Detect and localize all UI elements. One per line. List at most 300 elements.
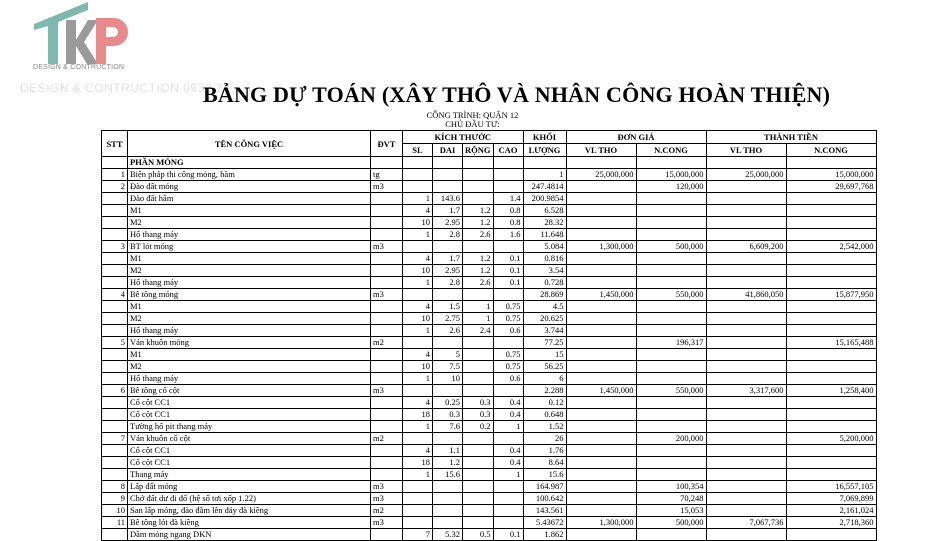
- cell-volume: 1.76: [523, 445, 566, 457]
- cell-volume: 164.987: [523, 481, 566, 493]
- cell-unit: m2: [371, 433, 403, 445]
- cell-sl: 1: [403, 325, 433, 337]
- cell-price-material: [566, 253, 636, 265]
- cell-volume: 1.52: [523, 421, 566, 433]
- cell-amount-material: [706, 265, 786, 277]
- cell-rong: 0.5: [463, 529, 494, 541]
- cell-amount-labor: [786, 349, 876, 361]
- cell-rong: [463, 337, 494, 349]
- table-row: [102, 265, 877, 277]
- cell-amount-material: [706, 157, 786, 169]
- cell-volume: 4.5: [523, 301, 566, 313]
- cell-rong: 1.2: [463, 217, 494, 229]
- cell-rong: 0.3: [463, 397, 494, 409]
- cell-amount-material: [706, 325, 786, 337]
- cell-rong: 1.2: [463, 253, 494, 265]
- cell-unit: m3: [371, 493, 403, 505]
- cell-dai: 7.6: [433, 421, 463, 433]
- cell-price-labor: 100,354: [636, 481, 706, 493]
- cell-price-material: [566, 229, 636, 241]
- cell-name: PHẦN MÓNG: [128, 157, 371, 169]
- cell-amount-labor: 2,161,024: [786, 505, 876, 517]
- cell-sl: 4: [403, 253, 433, 265]
- table-row: [102, 313, 877, 325]
- cell-dai: 0.25: [433, 397, 463, 409]
- cell-unit: [371, 457, 403, 469]
- cell-amount-labor: 2,542,000: [786, 241, 876, 253]
- cell-name: Hố thang máy: [128, 229, 371, 241]
- cell-price-material: [566, 373, 636, 385]
- cell-rong: 2.6: [463, 229, 494, 241]
- cell-stt: [102, 313, 128, 325]
- cell-rong: [463, 373, 494, 385]
- cell-cao: [493, 181, 523, 193]
- cell-dai: [433, 517, 463, 529]
- cell-stt: [102, 253, 128, 265]
- cell-amount-labor: [786, 217, 876, 229]
- cell-price-labor: 120,000: [636, 181, 706, 193]
- cell-stt: 2: [102, 181, 128, 193]
- cell-amount-material: [706, 349, 786, 361]
- cell-name: Cổ cột CC1: [128, 397, 371, 409]
- cell-name: Biện pháp thi công móng, hầm: [128, 169, 371, 181]
- cell-unit: [371, 157, 403, 169]
- cell-volume: 1.862: [523, 529, 566, 541]
- cell-rong: [463, 481, 494, 493]
- cell-volume: 2.288: [523, 385, 566, 397]
- cell-amount-material: 25,000,000: [706, 169, 786, 181]
- cell-rong: 1: [463, 301, 494, 313]
- cell-price-labor: 15,000,000: [636, 169, 706, 181]
- table-row: [102, 469, 877, 481]
- cell-price-material: [566, 181, 636, 193]
- cell-sl: 7: [403, 529, 433, 541]
- cell-rong: 2.6: [463, 277, 494, 289]
- cell-name: Tường hố pit thang máy: [128, 421, 371, 433]
- cell-price-material: [566, 313, 636, 325]
- cell-price-labor: [636, 325, 706, 337]
- cell-stt: [102, 277, 128, 289]
- cell-name: Cổ cột CC1: [128, 445, 371, 457]
- cell-rong: 0.2: [463, 421, 494, 433]
- cell-unit: [371, 205, 403, 217]
- cell-unit: [371, 409, 403, 421]
- cell-cao: [493, 385, 523, 397]
- cell-amount-labor: 5,200,000: [786, 433, 876, 445]
- cell-stt: [102, 397, 128, 409]
- cell-name: M2: [128, 313, 371, 325]
- cell-stt: [102, 457, 128, 469]
- cell-price-labor: [636, 409, 706, 421]
- cell-amount-material: [706, 277, 786, 289]
- cell-dai: 15.6: [433, 469, 463, 481]
- cell-amount-material: [706, 253, 786, 265]
- cell-amount-labor: [786, 469, 876, 481]
- cell-price-material: [566, 469, 636, 481]
- cell-rong: [463, 157, 494, 169]
- cell-rong: [463, 241, 494, 253]
- table-row: [102, 361, 877, 373]
- table-row: [102, 277, 877, 289]
- cell-cao: [493, 157, 523, 169]
- cell-name: San lấp móng, đào đầm lên đáy đà kiềng: [128, 505, 371, 517]
- cell-sl: [403, 493, 433, 505]
- cell-name: Đào đất hầm: [128, 193, 371, 205]
- cell-sl: [403, 433, 433, 445]
- cell-rong: [463, 361, 494, 373]
- cell-amount-labor: [786, 253, 876, 265]
- cell-amount-material: [706, 301, 786, 313]
- cell-sl: [403, 505, 433, 517]
- cell-amount-labor: 15,877,950: [786, 289, 876, 301]
- header-dimensions: KÍCH THƯỚC: [403, 131, 524, 144]
- cell-amount-material: [706, 193, 786, 205]
- cell-price-labor: 500,000: [636, 517, 706, 529]
- cell-unit: m3: [371, 385, 403, 397]
- cell-amount-labor: [786, 313, 876, 325]
- cell-amount-material: [706, 409, 786, 421]
- header-cao: CAO: [493, 144, 523, 157]
- cell-sl: 4: [403, 205, 433, 217]
- cell-price-labor: 196,317: [636, 337, 706, 349]
- cell-cao: 0.8: [493, 205, 523, 217]
- cell-amount-material: [706, 433, 786, 445]
- cell-name: Dầm móng ngang DKN: [128, 529, 371, 541]
- header-price-labor: N.CONG: [636, 144, 706, 157]
- cell-volume: 143.561: [523, 505, 566, 517]
- table-row: [102, 421, 877, 433]
- cell-amount-labor: [786, 457, 876, 469]
- cell-amount-labor: [786, 445, 876, 457]
- header-stt: STT: [102, 131, 128, 157]
- cell-price-labor: 550,000: [636, 289, 706, 301]
- cell-price-material: [566, 325, 636, 337]
- cell-volume: [523, 157, 566, 169]
- cell-amount-material: [706, 529, 786, 541]
- cell-dai: [433, 241, 463, 253]
- cell-amount-labor: [786, 157, 876, 169]
- cell-cao: [493, 505, 523, 517]
- table-row: [102, 493, 877, 505]
- table-row: [102, 181, 877, 193]
- cell-unit: [371, 313, 403, 325]
- table-row: [102, 433, 877, 445]
- cell-sl: 1: [403, 193, 433, 205]
- cell-stt: [102, 193, 128, 205]
- cell-dai: 2.75: [433, 313, 463, 325]
- cell-stt: 9: [102, 493, 128, 505]
- cell-price-material: [566, 529, 636, 541]
- cell-amount-labor: [786, 397, 876, 409]
- cell-name: M2: [128, 361, 371, 373]
- cell-price-material: [566, 505, 636, 517]
- cell-price-labor: 200,000: [636, 433, 706, 445]
- header-volume-1: KHỐI: [523, 131, 566, 144]
- cell-price-labor: [636, 349, 706, 361]
- table-row: [102, 529, 877, 541]
- header-amount: THÀNH TIỀN: [706, 131, 876, 144]
- cell-amount-labor: [786, 277, 876, 289]
- cell-volume: 6: [523, 373, 566, 385]
- cell-amount-material: [706, 505, 786, 517]
- cell-cao: 0.1: [493, 253, 523, 265]
- cell-amount-labor: 15,165,488: [786, 337, 876, 349]
- cell-volume: 11.648: [523, 229, 566, 241]
- cell-dai: 5.32: [433, 529, 463, 541]
- cell-name: M1: [128, 349, 371, 361]
- cell-cao: 1.6: [493, 229, 523, 241]
- cell-rong: [463, 385, 494, 397]
- cell-price-labor: [636, 193, 706, 205]
- table-body: [102, 157, 877, 541]
- cell-price-labor: 550,000: [636, 385, 706, 397]
- cell-price-material: [566, 277, 636, 289]
- cell-unit: m2: [371, 337, 403, 349]
- cell-unit: [371, 397, 403, 409]
- cell-price-labor: [636, 361, 706, 373]
- cell-dai: 1.7: [433, 205, 463, 217]
- cell-price-labor: [636, 457, 706, 469]
- cell-price-labor: [636, 205, 706, 217]
- cell-unit: [371, 193, 403, 205]
- cell-dai: [433, 169, 463, 181]
- cell-unit: m3: [371, 181, 403, 193]
- cell-amount-material: [706, 337, 786, 349]
- cell-rong: [463, 289, 494, 301]
- cell-unit: [371, 361, 403, 373]
- cell-dai: 1.5: [433, 301, 463, 313]
- cell-price-material: [566, 193, 636, 205]
- cell-volume: 15: [523, 349, 566, 361]
- cell-amount-labor: 15,000,000: [786, 169, 876, 181]
- cell-price-material: [566, 349, 636, 361]
- cell-sl: [403, 169, 433, 181]
- cell-amount-material: 3,317,600: [706, 385, 786, 397]
- cell-sl: 1: [403, 277, 433, 289]
- cell-cao: [493, 337, 523, 349]
- table-row: [102, 157, 877, 169]
- cell-name: Bê tông lót đà kiềng: [128, 517, 371, 529]
- cell-name: Bê tông cổ cột: [128, 385, 371, 397]
- cell-sl: 1: [403, 229, 433, 241]
- header-amount-labor: N.CONG: [786, 144, 876, 157]
- cell-cao: 1.4: [493, 193, 523, 205]
- cell-unit: [371, 349, 403, 361]
- cell-dai: [433, 385, 463, 397]
- cell-sl: 1: [403, 373, 433, 385]
- cell-volume: 0.816: [523, 253, 566, 265]
- cell-stt: [102, 373, 128, 385]
- cell-cao: 0.4: [493, 445, 523, 457]
- cell-volume: 5.084: [523, 241, 566, 253]
- cell-sl: [403, 241, 433, 253]
- cell-amount-material: [706, 313, 786, 325]
- cell-amount-material: [706, 469, 786, 481]
- cell-name: M2: [128, 217, 371, 229]
- cell-price-labor: 15,053: [636, 505, 706, 517]
- cell-rong: [463, 505, 494, 517]
- cell-unit: [371, 529, 403, 541]
- cell-stt: 11: [102, 517, 128, 529]
- cell-amount-labor: 2,718,360: [786, 517, 876, 529]
- cell-name: M1: [128, 205, 371, 217]
- cell-name: M2: [128, 265, 371, 277]
- cell-amount-labor: 29,697,768: [786, 181, 876, 193]
- cell-cao: [493, 481, 523, 493]
- cell-cao: 0.75: [493, 301, 523, 313]
- cell-unit: m2: [371, 505, 403, 517]
- cell-unit: [371, 229, 403, 241]
- table-row: [102, 481, 877, 493]
- project-name: CÔNG TRÌNH: QUẬN 12: [426, 110, 519, 120]
- cell-rong: [463, 457, 494, 469]
- cell-stt: [102, 349, 128, 361]
- cell-name: M1: [128, 301, 371, 313]
- header-volume-2: LƯỢNG: [523, 144, 566, 157]
- cell-amount-material: [706, 373, 786, 385]
- cell-amount-material: [706, 481, 786, 493]
- cell-volume: 3.54: [523, 265, 566, 277]
- cell-rong: 1.2: [463, 265, 494, 277]
- cell-amount-labor: [786, 421, 876, 433]
- cell-dai: 2.8: [433, 277, 463, 289]
- cell-cao: 0.8: [493, 217, 523, 229]
- cell-name: Cổ cột CC1: [128, 457, 371, 469]
- cell-unit: [371, 301, 403, 313]
- cell-dai: 10: [433, 373, 463, 385]
- table-row: [102, 517, 877, 529]
- cell-price-material: [566, 409, 636, 421]
- cell-dai: 2.8: [433, 229, 463, 241]
- cell-rong: [463, 193, 494, 205]
- cell-rong: [463, 181, 494, 193]
- cell-price-labor: 70,248: [636, 493, 706, 505]
- cell-amount-labor: [786, 301, 876, 313]
- cell-dai: 143.6: [433, 193, 463, 205]
- cell-dai: [433, 505, 463, 517]
- cell-dai: 2.95: [433, 217, 463, 229]
- cell-volume: 56.25: [523, 361, 566, 373]
- cell-price-material: [566, 397, 636, 409]
- header-unit-price: ĐƠN GIÁ: [566, 131, 706, 144]
- cell-price-labor: [636, 229, 706, 241]
- cell-amount-labor: [786, 229, 876, 241]
- cell-cao: 0.4: [493, 409, 523, 421]
- cell-stt: [102, 205, 128, 217]
- cell-cao: 0.1: [493, 529, 523, 541]
- cell-price-material: 1,450,000: [566, 289, 636, 301]
- table-row: [102, 325, 877, 337]
- cell-name: M1: [128, 253, 371, 265]
- header-price-material: VL THO: [566, 144, 636, 157]
- cell-price-material: [566, 265, 636, 277]
- cell-dai: [433, 181, 463, 193]
- table-row: [102, 241, 877, 253]
- cell-dai: [433, 157, 463, 169]
- watermark: DESIGN & CONTRUCTION 0932.28: [20, 81, 231, 95]
- cell-stt: [102, 445, 128, 457]
- cell-stt: 10: [102, 505, 128, 517]
- table-row: [102, 337, 877, 349]
- cell-cao: 0.75: [493, 361, 523, 373]
- cell-amount-labor: 16,557,105: [786, 481, 876, 493]
- cell-amount-material: [706, 361, 786, 373]
- cell-name: Chở đất dư đi đổ (hệ số tơi xốp 1.22): [128, 493, 371, 505]
- cell-volume: 15.6: [523, 469, 566, 481]
- table-row: [102, 385, 877, 397]
- cell-amount-labor: [786, 409, 876, 421]
- cell-rong: [463, 493, 494, 505]
- cell-dai: [433, 433, 463, 445]
- cell-volume: 28.869: [523, 289, 566, 301]
- table-row: [102, 409, 877, 421]
- cell-dai: 7.5: [433, 361, 463, 373]
- cell-cao: 0.6: [493, 325, 523, 337]
- cell-price-material: [566, 445, 636, 457]
- cell-volume: 1: [523, 169, 566, 181]
- cell-price-labor: [636, 157, 706, 169]
- cell-rong: 1: [463, 313, 494, 325]
- cell-cao: 0.4: [493, 457, 523, 469]
- cell-name: Thang máy: [128, 469, 371, 481]
- cell-dai: [433, 289, 463, 301]
- cell-volume: 28.32: [523, 217, 566, 229]
- cell-stt: 5: [102, 337, 128, 349]
- table-row: [102, 445, 877, 457]
- cell-rong: [463, 349, 494, 361]
- table-row: [102, 205, 877, 217]
- cell-cao: [493, 433, 523, 445]
- cell-price-labor: [636, 253, 706, 265]
- cell-sl: [403, 337, 433, 349]
- cell-amount-material: 6,609,200: [706, 241, 786, 253]
- cell-amount-material: 41,860,050: [706, 289, 786, 301]
- cell-amount-labor: [786, 193, 876, 205]
- cell-sl: [403, 181, 433, 193]
- cell-price-material: 25,000,000: [566, 169, 636, 181]
- cell-stt: 7: [102, 433, 128, 445]
- cell-cao: 0.1: [493, 265, 523, 277]
- cell-sl: 10: [403, 361, 433, 373]
- cell-unit: [371, 469, 403, 481]
- cell-stt: [102, 469, 128, 481]
- cell-stt: 3: [102, 241, 128, 253]
- cell-cao: 0.4: [493, 397, 523, 409]
- cell-sl: 4: [403, 349, 433, 361]
- cell-volume: 200.9854: [523, 193, 566, 205]
- cell-volume: 77.25: [523, 337, 566, 349]
- table-row: [102, 301, 877, 313]
- cell-rong: 2.4: [463, 325, 494, 337]
- cell-unit: m3: [371, 289, 403, 301]
- table-row: [102, 217, 877, 229]
- cell-volume: 26: [523, 433, 566, 445]
- cell-unit: [371, 325, 403, 337]
- cell-stt: 8: [102, 481, 128, 493]
- cell-stt: [102, 229, 128, 241]
- cell-amount-material: [706, 217, 786, 229]
- cell-price-labor: [636, 265, 706, 277]
- cell-unit: [371, 421, 403, 433]
- header-name: TÊN CÔNG VIỆC: [128, 131, 371, 157]
- cell-amount-material: [706, 445, 786, 457]
- table-row: [102, 349, 877, 361]
- cell-sl: 18: [403, 409, 433, 421]
- cell-sl: 4: [403, 397, 433, 409]
- cell-unit: tg: [371, 169, 403, 181]
- cell-stt: [102, 265, 128, 277]
- cell-price-labor: [636, 397, 706, 409]
